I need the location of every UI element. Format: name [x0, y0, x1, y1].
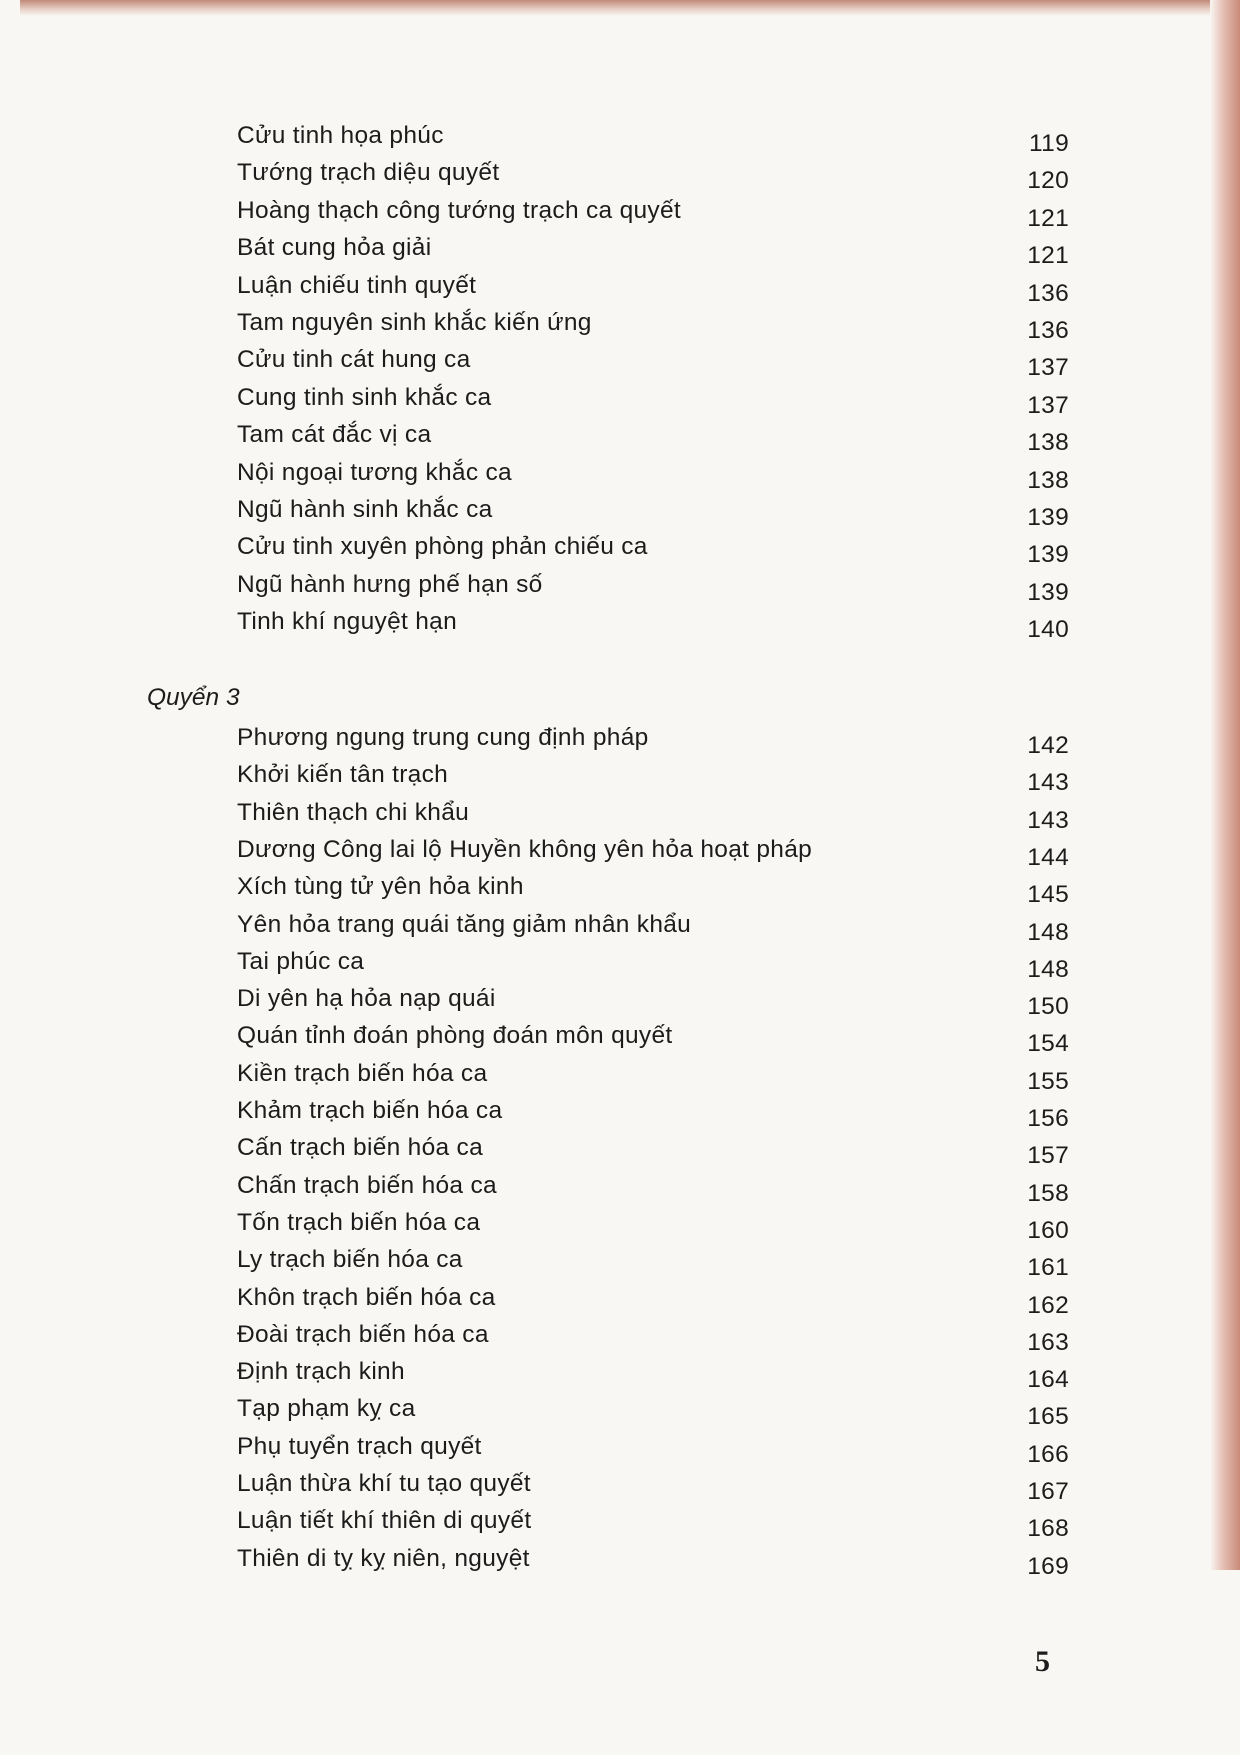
toc-entry-page: 143 — [1027, 806, 1069, 834]
toc-entry-page: 155 — [1027, 1067, 1069, 1095]
toc-entry-title: Tinh khí nguyệt hạn — [237, 608, 457, 636]
toc-entry-page: 119 — [1029, 130, 1069, 157]
toc-entry — [237, 1391, 1069, 1431]
toc-entry-title: Hoàng thạch công tướng trạch ca quyết — [237, 196, 682, 224]
toc-entry — [237, 380, 1069, 419]
toc-entry-title: Kiền trạch biến hóa ca — [237, 1059, 488, 1087]
page-number: 5 — [1035, 1645, 1050, 1678]
toc-entry-title: Ly trạch biến hóa ca — [237, 1246, 463, 1274]
toc-entry — [237, 155, 1069, 195]
toc-entry-title: Cung tinh sinh khắc ca — [237, 383, 492, 411]
toc-entry-title: Phương ngung trung cung định pháp — [237, 724, 649, 751]
toc-entry-page: 168 — [1027, 1515, 1069, 1543]
toc-entry-page: 144 — [1027, 843, 1069, 871]
toc-entry-page: 167 — [1027, 1478, 1069, 1505]
toc-entry-page: 136 — [1027, 279, 1069, 307]
toc-entry — [237, 1466, 1069, 1505]
toc-entry — [237, 492, 1069, 531]
toc-entry-title: Xích tùng tử yên hỏa kinh — [237, 873, 524, 901]
toc-entry-title: Thiên thạch chi khẩu — [237, 798, 470, 826]
toc-entry — [237, 1205, 1069, 1244]
toc-entry-page: 139 — [1027, 541, 1069, 569]
toc-entry-page: 140 — [1027, 616, 1069, 644]
toc-entry — [237, 1130, 1069, 1170]
toc-entry-page: 120 — [1027, 167, 1069, 195]
toc-entry-page: 156 — [1027, 1105, 1069, 1132]
toc-entry — [237, 1317, 1069, 1356]
toc-entry — [237, 869, 1069, 909]
toc-entry — [237, 268, 1069, 307]
toc-entry-page: 143 — [1027, 769, 1069, 797]
toc-entry-page: 139 — [1027, 504, 1069, 531]
toc-entry-title: Cửu tinh cát hung ca — [237, 346, 471, 374]
toc-entry-title: Khởi kiến tân trạch — [237, 761, 449, 789]
toc-entry-title: Tai phúc ca — [237, 947, 365, 975]
toc-entry-page: 163 — [1027, 1328, 1069, 1356]
toc-entry-page: 169 — [1027, 1552, 1069, 1580]
toc-entry-page: 154 — [1027, 1030, 1069, 1058]
toc-entry-page: 142 — [1027, 732, 1069, 759]
toc-entry-title: Dương Công lai lộ Huyền không yên hỏa hoạt pháp — [237, 835, 813, 863]
toc-entry-title: Cửu tinh xuyên phòng phản chiếu ca — [237, 533, 648, 561]
toc-entry — [237, 1093, 1069, 1132]
toc-entry — [237, 1280, 1069, 1319]
toc-entry — [237, 720, 1069, 759]
toc-entry-page: 160 — [1027, 1216, 1069, 1244]
toc-entry — [237, 981, 1069, 1021]
toc-entry-title: Bát cung hỏa giải — [237, 234, 432, 262]
toc-entry — [237, 529, 1069, 569]
toc-entry — [237, 342, 1069, 382]
toc-entry-title: Thiên di tỵ kỵ niên, nguyệt — [237, 1544, 530, 1572]
toc-entry-title: Khảm trạch biến hóa ca — [237, 1097, 503, 1124]
toc-entry-title: Tướng trạch diệu quyết — [237, 159, 500, 187]
toc-entry-title: Ngũ hành hưng phế hạn số — [237, 570, 543, 598]
toc-entry — [237, 604, 1069, 644]
toc-entry-page: 150 — [1027, 993, 1069, 1021]
toc-entry-page: 166 — [1027, 1440, 1069, 1468]
toc-entry — [237, 832, 1069, 871]
toc-entry-page: 161 — [1027, 1254, 1069, 1282]
toc-entry-title: Quán tỉnh đoán phòng đoán môn quyết — [237, 1022, 673, 1050]
toc-entry — [237, 1018, 1069, 1058]
toc-entry-page: 162 — [1027, 1291, 1069, 1319]
toc-entry-title: Định trạch kinh — [237, 1358, 405, 1386]
toc-entry — [237, 1354, 1069, 1394]
toc-entry-title: Đoài trạch biến hóa ca — [237, 1320, 489, 1348]
toc-entry-page: 136 — [1027, 317, 1069, 344]
toc-entry-title: Tam nguyên sinh khắc kiến ứng — [237, 309, 592, 336]
toc-entry-title: Tạp phạm kỵ ca — [237, 1395, 416, 1423]
section-heading: Quyển 3 — [147, 684, 240, 711]
toc-entry-page: 148 — [1027, 955, 1069, 983]
toc-entry-title: Khôn trạch biến hóa ca — [237, 1283, 496, 1311]
toc-entry-page: 157 — [1027, 1142, 1069, 1170]
toc-entry — [237, 455, 1069, 494]
toc-entry-title: Tốn trạch biến hóa ca — [237, 1208, 481, 1236]
toc-entry-title: Luận chiếu tinh quyết — [237, 271, 477, 299]
toc-entry-title: Yên hỏa trang quái tăng giảm nhân khẩu — [237, 910, 692, 938]
toc-entry-page: 165 — [1027, 1403, 1069, 1431]
toc-entry — [237, 1168, 1069, 1207]
toc-entry-page: 164 — [1027, 1366, 1069, 1394]
toc-entry-page: 137 — [1027, 354, 1069, 382]
toc-entry-page: 148 — [1027, 918, 1069, 946]
toc-entry — [237, 230, 1069, 270]
toc-entry — [237, 1056, 1069, 1095]
toc-entry-title: Nội ngoại tương khắc ca — [237, 458, 512, 486]
toc-entry-page: 138 — [1027, 466, 1069, 494]
page-top-edge — [20, 0, 1210, 16]
toc-entry-title: Cửu tinh họa phúc — [237, 122, 444, 149]
toc-entry-title: Cấn trạch biến hóa ca — [237, 1134, 484, 1162]
toc-entry-page: 139 — [1027, 578, 1069, 606]
toc-entry — [237, 417, 1069, 457]
toc-entry — [237, 1541, 1069, 1580]
toc-entry-page: 121 — [1027, 204, 1069, 232]
toc-entry-page: 138 — [1027, 429, 1069, 457]
toc-entry-page: 145 — [1027, 881, 1069, 909]
toc-entry — [237, 118, 1069, 157]
toc-entry — [237, 757, 1069, 797]
toc-entry — [237, 795, 1069, 834]
toc-entry — [237, 1242, 1069, 1282]
toc-entry-title: Tam cát đắc vị ca — [237, 421, 432, 449]
toc-entry-title: Phụ tuyển trạch quyết — [237, 1432, 482, 1460]
toc-entry-title: Luận thừa khí tu tạo quyết — [237, 1470, 531, 1497]
toc-entry — [237, 193, 1069, 232]
toc-entry — [237, 1503, 1069, 1543]
toc-entry — [237, 305, 1069, 344]
toc-entry-page: 158 — [1027, 1179, 1069, 1207]
toc-entry — [237, 944, 1069, 983]
toc-entry-page: 121 — [1027, 242, 1069, 270]
toc-entry — [237, 907, 1069, 946]
page-right-edge — [1210, 0, 1240, 1570]
toc-entry-title: Luận tiết khí thiên di quyết — [237, 1507, 532, 1535]
toc-entry-title: Ngũ hành sinh khắc ca — [237, 496, 493, 523]
toc-entry — [237, 567, 1069, 606]
toc-entry — [237, 1429, 1069, 1468]
toc-entry-page: 137 — [1027, 391, 1069, 419]
toc-entry-title: Di yên hạ hỏa nạp quái — [237, 985, 496, 1013]
toc-entry-title: Chấn trạch biến hóa ca — [237, 1171, 497, 1199]
